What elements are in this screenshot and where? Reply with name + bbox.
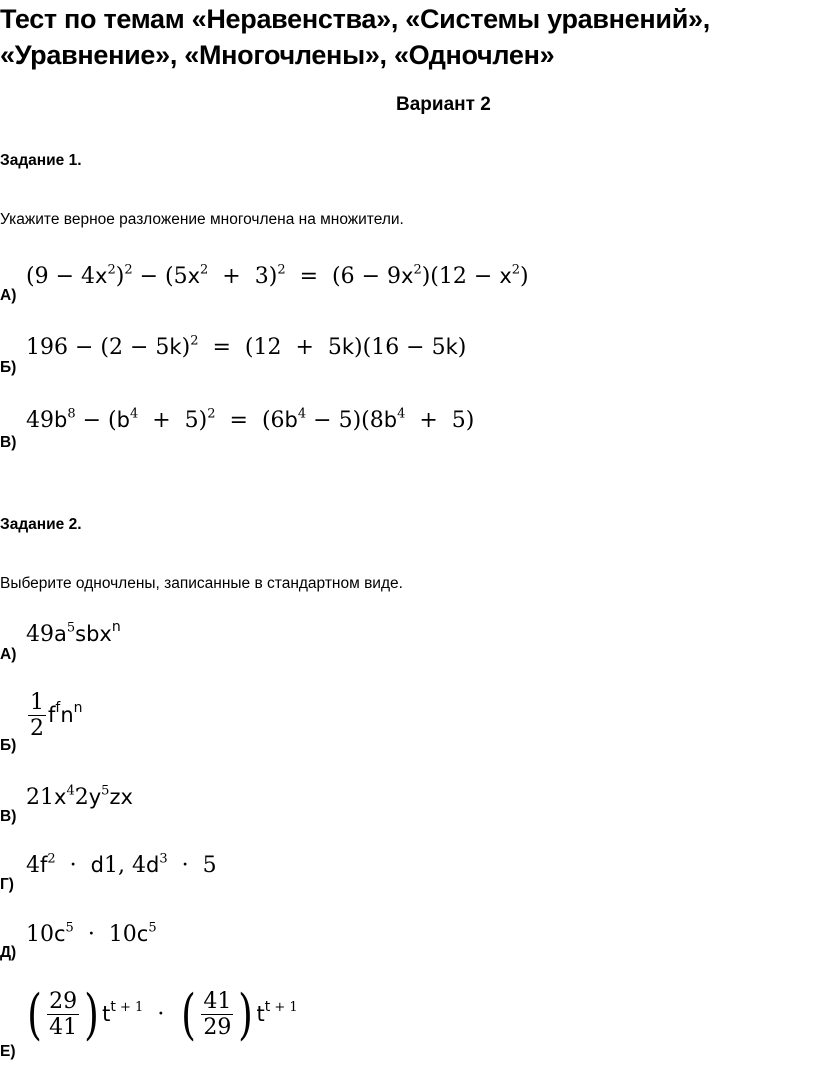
task-1-instruction: Укажите верное разложение многочлена на множители.	[0, 211, 404, 228]
task-1-option-c-label: В)	[0, 434, 17, 451]
task-2-option-c-label: В)	[0, 808, 17, 825]
task-1-option-b-label: Б)	[0, 359, 17, 376]
fraction-41-29: $\frac{41}{29}$	[203, 989, 232, 1040]
fraction-one-half: $\frac{1}{2}$	[30, 690, 44, 741]
task-1-option-b-formula: $196 - (2 - 5k)^2 = (12 + 5k)(16 - 5k)$	[26, 333, 467, 360]
task-2-option-f-label: Е)	[0, 1043, 16, 1060]
task-2-option-f-formula: ( $\frac{29}{41}$ ) $t^{t + 1}$ · ( $\frac{41}{29}$ ) $t^{t + 1}$	[27, 983, 298, 1046]
task-2-option-b-formula: $\frac{1}{2}$ $f^fn^n$	[30, 690, 83, 741]
page-title-line-2: «Уравнение», «Многочлены», «Одночлен»	[0, 40, 555, 70]
task-1-option-a-label: А)	[0, 287, 17, 304]
task-1-option-a-formula: $(9 - 4x^2)^2 - (5x^2 + 3)^2 = (6 - 9x^2)(12 - x^2)$	[26, 262, 529, 289]
task-2-option-c-formula: $21x^42y^5zx$	[26, 783, 133, 810]
task-2-option-a-formula: $49a^5sbx^n$	[26, 619, 121, 647]
variant-heading: Вариант 2	[396, 94, 491, 115]
task-2-instruction: Выберите одночлены, записанные в стандартном виде.	[0, 575, 403, 592]
task-2-heading: Задание 2.	[0, 516, 82, 533]
page-title-line-1: Тест по темам «Неравенства», «Системы уравнений»,	[0, 4, 710, 34]
task-2-option-a-label: А)	[0, 646, 17, 663]
task-2-option-e-formula: $10c^5 \cdot 10c^5$	[26, 920, 157, 947]
task-1-option-c-formula: $49b^8 - (b^4 + 5)^2 = (6b^4 - 5)(8b^4 + 5)$	[26, 406, 475, 433]
fraction-29-41: $\frac{29}{41}$	[49, 989, 78, 1040]
task-2-option-b-label: Б)	[0, 737, 17, 754]
task-1-heading: Задание 1.	[0, 152, 82, 169]
task-2-option-e-label: Д)	[0, 944, 17, 961]
task-2-option-d-formula: $4f^2 \cdot d1$, $4d^3 \cdot 5$	[26, 851, 217, 878]
task-2-option-d-label: Г)	[0, 876, 14, 893]
